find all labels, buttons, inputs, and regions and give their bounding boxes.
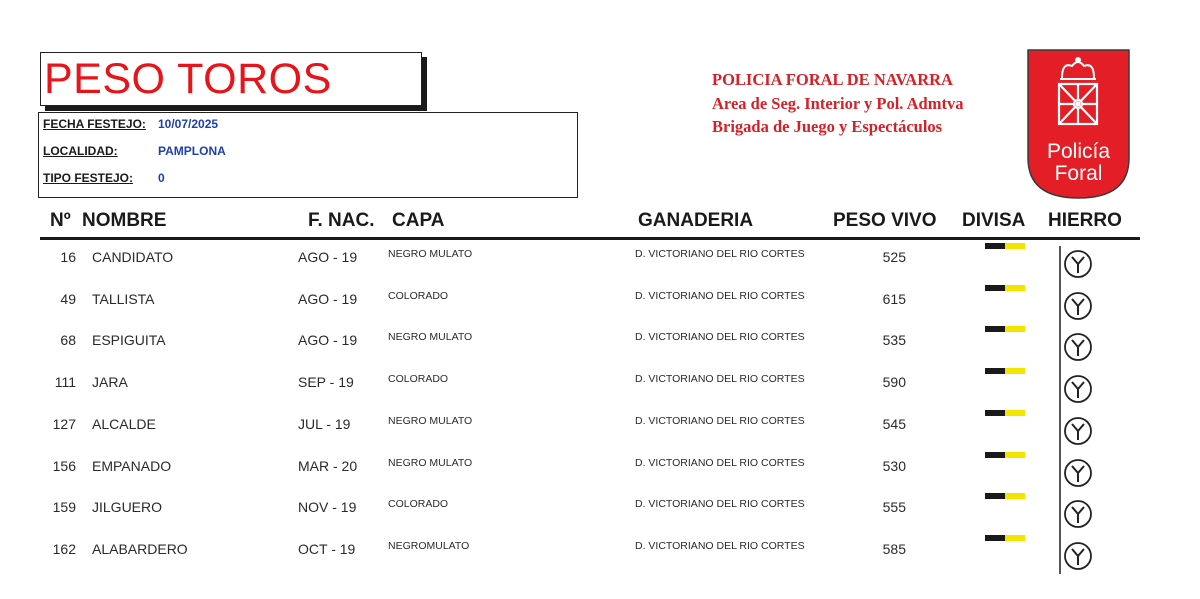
divisa-ribbon bbox=[985, 535, 1025, 541]
divisa-color-2 bbox=[1005, 535, 1025, 541]
row-nombre: ALABARDERO bbox=[92, 540, 188, 557]
page-title: PESO TOROS bbox=[44, 55, 332, 103]
row-nombre: TALLISTA bbox=[92, 290, 155, 307]
row-nombre: JARA bbox=[92, 374, 128, 391]
divisa-color-1 bbox=[985, 285, 1005, 291]
agency-line-3: Brigada de Juego y Espectáculos bbox=[712, 117, 943, 136]
hierro-brand-icon bbox=[1063, 291, 1093, 321]
row-num: 49 bbox=[60, 290, 76, 307]
hierro-brand-icon bbox=[1063, 541, 1093, 571]
row-fnac: OCT - 19 bbox=[298, 540, 356, 557]
badge-text-policia: Policía bbox=[1046, 140, 1111, 163]
row-fnac: SEP - 19 bbox=[298, 374, 354, 391]
col-divisa: DIVISA bbox=[962, 210, 1026, 231]
divisa-color-2 bbox=[1005, 326, 1025, 332]
row-peso: 555 bbox=[882, 499, 906, 516]
table-row bbox=[0, 323, 1200, 365]
tipo-value: 0 bbox=[158, 171, 165, 185]
row-capa: COLORADO bbox=[388, 498, 449, 511]
col-fnac: F. NAC. bbox=[308, 210, 375, 231]
row-num: 16 bbox=[60, 249, 76, 265]
table-row bbox=[0, 532, 1200, 574]
row-fnac: AGO - 19 bbox=[298, 249, 358, 265]
row-capa: NEGRO MULATO bbox=[388, 456, 473, 469]
col-num: Nº bbox=[50, 210, 71, 231]
agency-line-2: Area de Seg. Interior y Pol. Admtva bbox=[712, 94, 964, 113]
row-capa: NEGRO MULATO bbox=[388, 331, 473, 344]
hierro-brand-icon bbox=[1063, 499, 1093, 529]
divisa-color-2 bbox=[1005, 285, 1025, 291]
row-num: 156 bbox=[52, 457, 76, 474]
row-capa: NEGRO MULATO bbox=[388, 414, 473, 427]
row-fnac: AGO - 19 bbox=[298, 332, 358, 349]
divisa-color-1 bbox=[985, 493, 1005, 499]
title-box bbox=[40, 52, 422, 106]
row-ganaderia: D. VICTORIANO DEL RIO CORTES bbox=[635, 331, 805, 344]
navarra-chains-icon bbox=[1059, 84, 1097, 124]
divisa-color-1 bbox=[985, 452, 1005, 458]
divisa-color-2 bbox=[1005, 368, 1025, 374]
divisa-color-2 bbox=[1005, 452, 1025, 458]
divisa-ribbon bbox=[985, 326, 1025, 332]
row-ganaderia: D. VICTORIANO DEL RIO CORTES bbox=[635, 456, 805, 469]
row-fnac: JUL - 19 bbox=[298, 415, 351, 432]
row-peso: 615 bbox=[882, 290, 906, 307]
row-num: 162 bbox=[52, 540, 76, 557]
table-row bbox=[0, 365, 1200, 407]
row-num: 68 bbox=[60, 332, 76, 349]
localidad-value: PAMPLONA bbox=[158, 144, 226, 158]
badge-text-foral: Foral bbox=[1054, 162, 1103, 185]
hierro-brand-icon bbox=[1063, 374, 1093, 404]
row-ganaderia: D. VICTORIANO DEL RIO CORTES bbox=[635, 373, 805, 386]
row-peso: 525 bbox=[882, 249, 906, 265]
divisa-color-1 bbox=[985, 535, 1005, 541]
row-num: 111 bbox=[54, 374, 76, 391]
divisa-ribbon bbox=[985, 368, 1025, 374]
localidad-label: LOCALIDAD: bbox=[43, 144, 118, 158]
row-fnac: MAR - 20 bbox=[298, 457, 358, 474]
row-nombre: ESPIGUITA bbox=[92, 332, 166, 349]
divisa-color-1 bbox=[985, 368, 1005, 374]
agency-line-1: POLICIA FORAL DE NAVARRA bbox=[712, 70, 953, 89]
row-nombre: JILGUERO bbox=[92, 499, 163, 516]
row-capa: COLORADO bbox=[388, 289, 449, 302]
divisa-color-1 bbox=[985, 326, 1005, 332]
divisa-color-1 bbox=[985, 243, 1005, 249]
divisa-color-2 bbox=[1005, 493, 1025, 499]
hierro-brand-icon bbox=[1063, 416, 1093, 446]
row-capa: COLORADO bbox=[388, 373, 449, 386]
row-nombre: CANDIDATO bbox=[92, 249, 174, 265]
table-row bbox=[0, 449, 1200, 491]
row-num: 159 bbox=[52, 499, 76, 516]
table-row bbox=[0, 407, 1200, 449]
row-peso: 545 bbox=[882, 415, 906, 432]
row-nombre: EMPANADO bbox=[92, 457, 172, 474]
fecha-value: 10/07/2025 bbox=[158, 117, 219, 131]
divisa-ribbon bbox=[985, 452, 1025, 458]
row-ganaderia: D. VICTORIANO DEL RIO CORTES bbox=[635, 248, 805, 260]
hierro-divider bbox=[1059, 246, 1061, 574]
row-fnac: NOV - 19 bbox=[298, 499, 357, 516]
divisa-ribbon bbox=[985, 493, 1025, 499]
policia-foral-badge bbox=[1026, 48, 1131, 200]
col-capa: CAPA bbox=[392, 210, 445, 231]
row-peso: 535 bbox=[882, 332, 906, 349]
event-info-box bbox=[38, 112, 578, 198]
divisa-ribbon bbox=[985, 410, 1025, 416]
row-capa: NEGRO MULATO bbox=[388, 248, 473, 260]
tipo-label: TIPO FESTEJO: bbox=[43, 171, 134, 185]
divisa-ribbon bbox=[985, 285, 1025, 291]
hierro-brand-icon bbox=[1063, 332, 1093, 362]
row-ganaderia: D. VICTORIANO DEL RIO CORTES bbox=[635, 289, 805, 302]
row-peso: 530 bbox=[882, 457, 906, 474]
row-peso: 590 bbox=[882, 374, 906, 391]
hierro-brand-icon bbox=[1063, 458, 1093, 488]
divisa-color-1 bbox=[985, 410, 1005, 416]
col-nombre: NOMBRE bbox=[82, 210, 167, 231]
fecha-label: FECHA FESTEJO: bbox=[43, 117, 146, 131]
table-row bbox=[0, 240, 1200, 282]
row-ganaderia: D. VICTORIANO DEL RIO CORTES bbox=[635, 498, 805, 511]
row-capa: NEGROMULATO bbox=[388, 539, 470, 552]
row-fnac: AGO - 19 bbox=[298, 290, 358, 307]
row-peso: 585 bbox=[882, 540, 906, 557]
divisa-ribbon bbox=[985, 243, 1025, 249]
table-row bbox=[0, 282, 1200, 324]
hierro-brand-icon bbox=[1063, 249, 1093, 279]
row-ganaderia: D. VICTORIANO DEL RIO CORTES bbox=[635, 539, 805, 552]
table-row bbox=[0, 490, 1200, 532]
col-peso: PESO VIVO bbox=[833, 210, 937, 231]
row-ganaderia: D. VICTORIANO DEL RIO CORTES bbox=[635, 414, 805, 427]
divisa-color-2 bbox=[1005, 243, 1025, 249]
col-ganaderia: GANADERIA bbox=[638, 210, 754, 231]
row-nombre: ALCALDE bbox=[92, 415, 156, 432]
col-hierro: HIERRO bbox=[1048, 210, 1122, 231]
row-num: 127 bbox=[52, 415, 76, 432]
divisa-color-2 bbox=[1005, 410, 1025, 416]
